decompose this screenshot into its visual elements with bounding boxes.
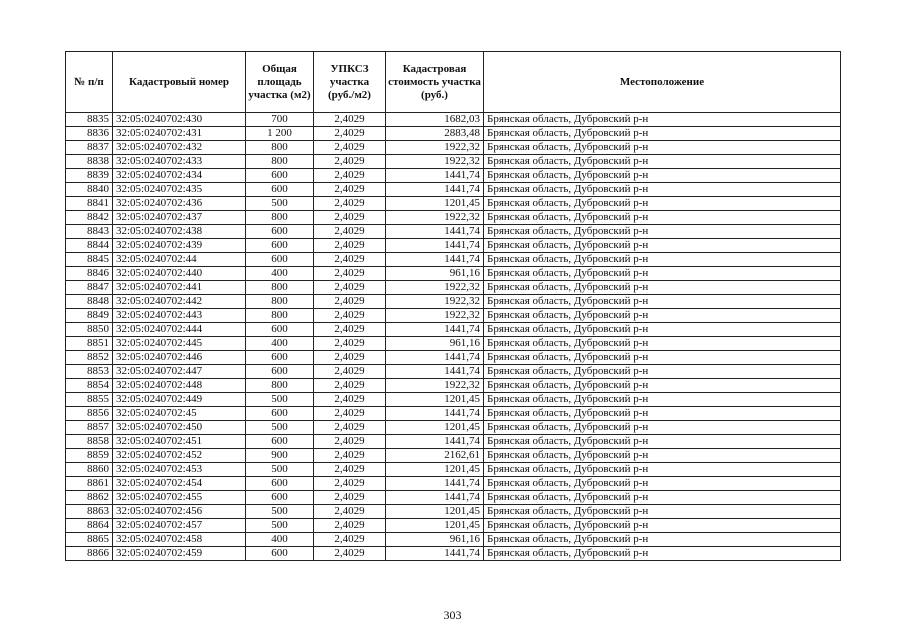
cell-location: Брянская область, Дубровский р-н (484, 477, 841, 491)
cell-cadastral-cost: 1922,32 (386, 379, 484, 393)
cell-area: 600 (246, 491, 314, 505)
cell-cadastral-number: 32:05:0240702:437 (113, 211, 246, 225)
cell-cadastral-cost: 1441,74 (386, 225, 484, 239)
cell-area: 600 (246, 351, 314, 365)
table-row (66, 253, 841, 267)
table-row (66, 211, 841, 225)
cell-upksz: 2,4029 (314, 323, 386, 337)
cell-area: 800 (246, 155, 314, 169)
cell-area: 600 (246, 169, 314, 183)
cell-location: Брянская область, Дубровский р-н (484, 421, 841, 435)
cell-num: 8850 (66, 323, 113, 337)
cell-num: 8838 (66, 155, 113, 169)
cell-cadastral-number: 32:05:0240702:441 (113, 281, 246, 295)
table-row (66, 421, 841, 435)
cell-location: Брянская область, Дубровский р-н (484, 295, 841, 309)
cell-num: 8852 (66, 351, 113, 365)
cell-cadastral-number: 32:05:0240702:453 (113, 463, 246, 477)
table-row (66, 533, 841, 547)
cell-location: Брянская область, Дубровский р-н (484, 211, 841, 225)
cell-location: Брянская область, Дубровский р-н (484, 169, 841, 183)
cell-area: 600 (246, 183, 314, 197)
cell-cadastral-number: 32:05:0240702:442 (113, 295, 246, 309)
header-area: Общая площадь участка (м2) (246, 52, 314, 113)
cell-area: 500 (246, 197, 314, 211)
cell-upksz: 2,4029 (314, 127, 386, 141)
cell-cadastral-number: 32:05:0240702:439 (113, 239, 246, 253)
cell-num: 8840 (66, 183, 113, 197)
cell-cadastral-number: 32:05:0240702:448 (113, 379, 246, 393)
cell-cadastral-number: 32:05:0240702:446 (113, 351, 246, 365)
cell-area: 400 (246, 533, 314, 547)
cell-upksz: 2,4029 (314, 351, 386, 365)
table-row (66, 295, 841, 309)
cell-upksz: 2,4029 (314, 491, 386, 505)
cell-upksz: 2,4029 (314, 449, 386, 463)
cell-cadastral-number: 32:05:0240702:435 (113, 183, 246, 197)
cell-area: 600 (246, 225, 314, 239)
table-row (66, 393, 841, 407)
cell-cadastral-cost: 1201,45 (386, 463, 484, 477)
cell-cadastral-cost: 1201,45 (386, 505, 484, 519)
header-cadastral-number: Кадастровый номер (113, 52, 246, 113)
cell-num: 8846 (66, 267, 113, 281)
cell-cadastral-cost: 1441,74 (386, 365, 484, 379)
header-upksz: УПКСЗ участка (руб./м2) (314, 52, 386, 113)
cell-cadastral-number: 32:05:0240702:431 (113, 127, 246, 141)
cell-area: 600 (246, 407, 314, 421)
cell-location: Брянская область, Дубровский р-н (484, 141, 841, 155)
cell-location: Брянская область, Дубровский р-н (484, 239, 841, 253)
cell-upksz: 2,4029 (314, 477, 386, 491)
cell-upksz: 2,4029 (314, 141, 386, 155)
table-row (66, 183, 841, 197)
cell-location: Брянская область, Дубровский р-н (484, 253, 841, 267)
cell-num: 8839 (66, 169, 113, 183)
cell-cadastral-number: 32:05:0240702:434 (113, 169, 246, 183)
cell-cadastral-number: 32:05:0240702:452 (113, 449, 246, 463)
cell-location: Брянская область, Дубровский р-н (484, 183, 841, 197)
cell-area: 400 (246, 337, 314, 351)
cell-num: 8857 (66, 421, 113, 435)
cell-num: 8849 (66, 309, 113, 323)
cell-location: Брянская область, Дубровский р-н (484, 435, 841, 449)
cell-num: 8859 (66, 449, 113, 463)
cell-upksz: 2,4029 (314, 505, 386, 519)
cell-cadastral-cost: 1441,74 (386, 239, 484, 253)
cell-cadastral-cost: 1922,32 (386, 211, 484, 225)
cell-upksz: 2,4029 (314, 365, 386, 379)
cell-area: 800 (246, 141, 314, 155)
cell-location: Брянская область, Дубровский р-н (484, 393, 841, 407)
cell-upksz: 2,4029 (314, 421, 386, 435)
cell-num: 8861 (66, 477, 113, 491)
cell-location: Брянская область, Дубровский р-н (484, 351, 841, 365)
cell-cadastral-cost: 1201,45 (386, 197, 484, 211)
table-row (66, 547, 841, 561)
cell-cadastral-number: 32:05:0240702:44 (113, 253, 246, 267)
cell-area: 500 (246, 505, 314, 519)
table-row (66, 477, 841, 491)
cell-area: 600 (246, 477, 314, 491)
cell-upksz: 2,4029 (314, 183, 386, 197)
cell-cadastral-cost: 1441,74 (386, 435, 484, 449)
cell-cadastral-cost: 1441,74 (386, 477, 484, 491)
cell-location: Брянская область, Дубровский р-н (484, 323, 841, 337)
cell-cadastral-number: 32:05:0240702:457 (113, 519, 246, 533)
cell-num: 8865 (66, 533, 113, 547)
header-location: Местоположение (484, 52, 841, 113)
table-row (66, 323, 841, 337)
table-row (66, 113, 841, 127)
cell-upksz: 2,4029 (314, 337, 386, 351)
table-header-row (66, 52, 841, 113)
cell-num: 8845 (66, 253, 113, 267)
cell-upksz: 2,4029 (314, 295, 386, 309)
cell-cadastral-number: 32:05:0240702:433 (113, 155, 246, 169)
cell-num: 8866 (66, 547, 113, 561)
cell-cadastral-cost: 2883,48 (386, 127, 484, 141)
cell-upksz: 2,4029 (314, 211, 386, 225)
cell-cadastral-cost: 1922,32 (386, 141, 484, 155)
table-row (66, 281, 841, 295)
cell-upksz: 2,4029 (314, 239, 386, 253)
cell-location: Брянская область, Дубровский р-н (484, 519, 841, 533)
table-row (66, 127, 841, 141)
cell-location: Брянская область, Дубровский р-н (484, 267, 841, 281)
cell-location: Брянская область, Дубровский р-н (484, 505, 841, 519)
cell-location: Брянская область, Дубровский р-н (484, 225, 841, 239)
header-cadastral-cost: Кадастровая стоимость участка (руб.) (386, 52, 484, 113)
cell-cadastral-cost: 1441,74 (386, 323, 484, 337)
table-row (66, 407, 841, 421)
cell-cadastral-number: 32:05:0240702:455 (113, 491, 246, 505)
cell-location: Брянская область, Дубровский р-н (484, 337, 841, 351)
cell-upksz: 2,4029 (314, 267, 386, 281)
cell-area: 600 (246, 253, 314, 267)
cell-cadastral-number: 32:05:0240702:447 (113, 365, 246, 379)
cell-location: Брянская область, Дубровский р-н (484, 449, 841, 463)
cell-location: Брянская область, Дубровский р-н (484, 491, 841, 505)
cell-cadastral-number: 32:05:0240702:45 (113, 407, 246, 421)
cell-cadastral-cost: 1922,32 (386, 309, 484, 323)
cell-cadastral-cost: 1441,74 (386, 169, 484, 183)
cell-cadastral-cost: 1201,45 (386, 421, 484, 435)
cell-area: 700 (246, 113, 314, 127)
table-row (66, 449, 841, 463)
cell-area: 600 (246, 365, 314, 379)
cell-cadastral-cost: 961,16 (386, 533, 484, 547)
cell-area: 500 (246, 519, 314, 533)
cell-upksz: 2,4029 (314, 197, 386, 211)
cell-num: 8851 (66, 337, 113, 351)
cell-area: 400 (246, 267, 314, 281)
cell-cadastral-number: 32:05:0240702:456 (113, 505, 246, 519)
cell-cadastral-number: 32:05:0240702:459 (113, 547, 246, 561)
cell-cadastral-number: 32:05:0240702:450 (113, 421, 246, 435)
cell-num: 8856 (66, 407, 113, 421)
cell-cadastral-cost: 961,16 (386, 337, 484, 351)
cell-cadastral-cost: 1201,45 (386, 519, 484, 533)
cell-upksz: 2,4029 (314, 155, 386, 169)
cell-cadastral-number: 32:05:0240702:436 (113, 197, 246, 211)
cell-area: 500 (246, 463, 314, 477)
cell-cadastral-cost: 961,16 (386, 267, 484, 281)
cell-num: 8855 (66, 393, 113, 407)
cell-location: Брянская область, Дубровский р-н (484, 407, 841, 421)
table-row (66, 141, 841, 155)
cell-area: 900 (246, 449, 314, 463)
cell-upksz: 2,4029 (314, 309, 386, 323)
cell-location: Брянская область, Дубровский р-н (484, 281, 841, 295)
cell-cadastral-cost: 2162,61 (386, 449, 484, 463)
cell-location: Брянская область, Дубровский р-н (484, 127, 841, 141)
cell-num: 8837 (66, 141, 113, 155)
cell-num: 8843 (66, 225, 113, 239)
cell-upksz: 2,4029 (314, 169, 386, 183)
table-row (66, 309, 841, 323)
cell-cadastral-number: 32:05:0240702:454 (113, 477, 246, 491)
cell-cadastral-number: 32:05:0240702:451 (113, 435, 246, 449)
cell-area: 800 (246, 295, 314, 309)
table-row (66, 337, 841, 351)
cell-location: Брянская область, Дубровский р-н (484, 463, 841, 477)
cell-upksz: 2,4029 (314, 547, 386, 561)
cell-num: 8858 (66, 435, 113, 449)
cell-num: 8862 (66, 491, 113, 505)
cell-upksz: 2,4029 (314, 393, 386, 407)
table-body (66, 113, 841, 561)
cell-area: 800 (246, 211, 314, 225)
cell-cadastral-cost: 1441,74 (386, 407, 484, 421)
header-num: № п/п (66, 52, 113, 113)
table-row (66, 463, 841, 477)
cell-num: 8854 (66, 379, 113, 393)
cell-upksz: 2,4029 (314, 281, 386, 295)
cell-num: 8863 (66, 505, 113, 519)
table-row (66, 239, 841, 253)
cell-upksz: 2,4029 (314, 519, 386, 533)
cell-area: 600 (246, 547, 314, 561)
cell-num: 8864 (66, 519, 113, 533)
cell-cadastral-number: 32:05:0240702:445 (113, 337, 246, 351)
cell-upksz: 2,4029 (314, 379, 386, 393)
cell-cadastral-cost: 1441,74 (386, 351, 484, 365)
cell-area: 800 (246, 281, 314, 295)
cell-cadastral-cost: 1441,74 (386, 547, 484, 561)
cell-cadastral-cost: 1922,32 (386, 281, 484, 295)
cell-cadastral-number: 32:05:0240702:430 (113, 113, 246, 127)
cell-upksz: 2,4029 (314, 463, 386, 477)
cell-num: 8847 (66, 281, 113, 295)
cell-location: Брянская область, Дубровский р-н (484, 533, 841, 547)
cell-num: 8860 (66, 463, 113, 477)
cell-cadastral-number: 32:05:0240702:444 (113, 323, 246, 337)
table-row (66, 505, 841, 519)
cell-upksz: 2,4029 (314, 533, 386, 547)
cell-location: Брянская область, Дубровский р-н (484, 113, 841, 127)
cell-area: 800 (246, 309, 314, 323)
cell-cadastral-cost: 1922,32 (386, 155, 484, 169)
table-row (66, 267, 841, 281)
cell-upksz: 2,4029 (314, 225, 386, 239)
cell-upksz: 2,4029 (314, 407, 386, 421)
table-row (66, 491, 841, 505)
cell-cadastral-cost: 1441,74 (386, 253, 484, 267)
table-row (66, 435, 841, 449)
table-row (66, 379, 841, 393)
cadastral-registry-table (65, 51, 841, 561)
cell-upksz: 2,4029 (314, 253, 386, 267)
table-row (66, 519, 841, 533)
cell-num: 8836 (66, 127, 113, 141)
cell-cadastral-cost: 1682,03 (386, 113, 484, 127)
cell-cadastral-number: 32:05:0240702:443 (113, 309, 246, 323)
cell-cadastral-number: 32:05:0240702:449 (113, 393, 246, 407)
cell-cadastral-cost: 1922,32 (386, 295, 484, 309)
page-number: 303 (443, 608, 462, 622)
cell-upksz: 2,4029 (314, 435, 386, 449)
cell-location: Брянская область, Дубровский р-н (484, 309, 841, 323)
table-row (66, 155, 841, 169)
cell-cadastral-cost: 1441,74 (386, 491, 484, 505)
cell-location: Брянская область, Дубровский р-н (484, 197, 841, 211)
table-row (66, 197, 841, 211)
cell-num: 8841 (66, 197, 113, 211)
table-row (66, 225, 841, 239)
cell-area: 500 (246, 393, 314, 407)
cell-num: 8848 (66, 295, 113, 309)
cell-area: 500 (246, 421, 314, 435)
cell-area: 1 200 (246, 127, 314, 141)
cell-cadastral-cost: 1201,45 (386, 393, 484, 407)
cell-location: Брянская область, Дубровский р-н (484, 379, 841, 393)
cell-num: 8835 (66, 113, 113, 127)
cell-cadastral-number: 32:05:0240702:438 (113, 225, 246, 239)
cell-location: Брянская область, Дубровский р-н (484, 547, 841, 561)
cell-num: 8842 (66, 211, 113, 225)
cell-location: Брянская область, Дубровский р-н (484, 155, 841, 169)
table-row (66, 365, 841, 379)
cell-cadastral-cost: 1441,74 (386, 183, 484, 197)
cell-num: 8844 (66, 239, 113, 253)
cell-location: Брянская область, Дубровский р-н (484, 365, 841, 379)
cell-area: 800 (246, 379, 314, 393)
cell-area: 600 (246, 435, 314, 449)
cell-area: 600 (246, 239, 314, 253)
cell-num: 8853 (66, 365, 113, 379)
cell-cadastral-number: 32:05:0240702:458 (113, 533, 246, 547)
cell-cadastral-number: 32:05:0240702:440 (113, 267, 246, 281)
cell-upksz: 2,4029 (314, 113, 386, 127)
cell-cadastral-number: 32:05:0240702:432 (113, 141, 246, 155)
table-row (66, 169, 841, 183)
cell-area: 600 (246, 323, 314, 337)
table-row (66, 351, 841, 365)
